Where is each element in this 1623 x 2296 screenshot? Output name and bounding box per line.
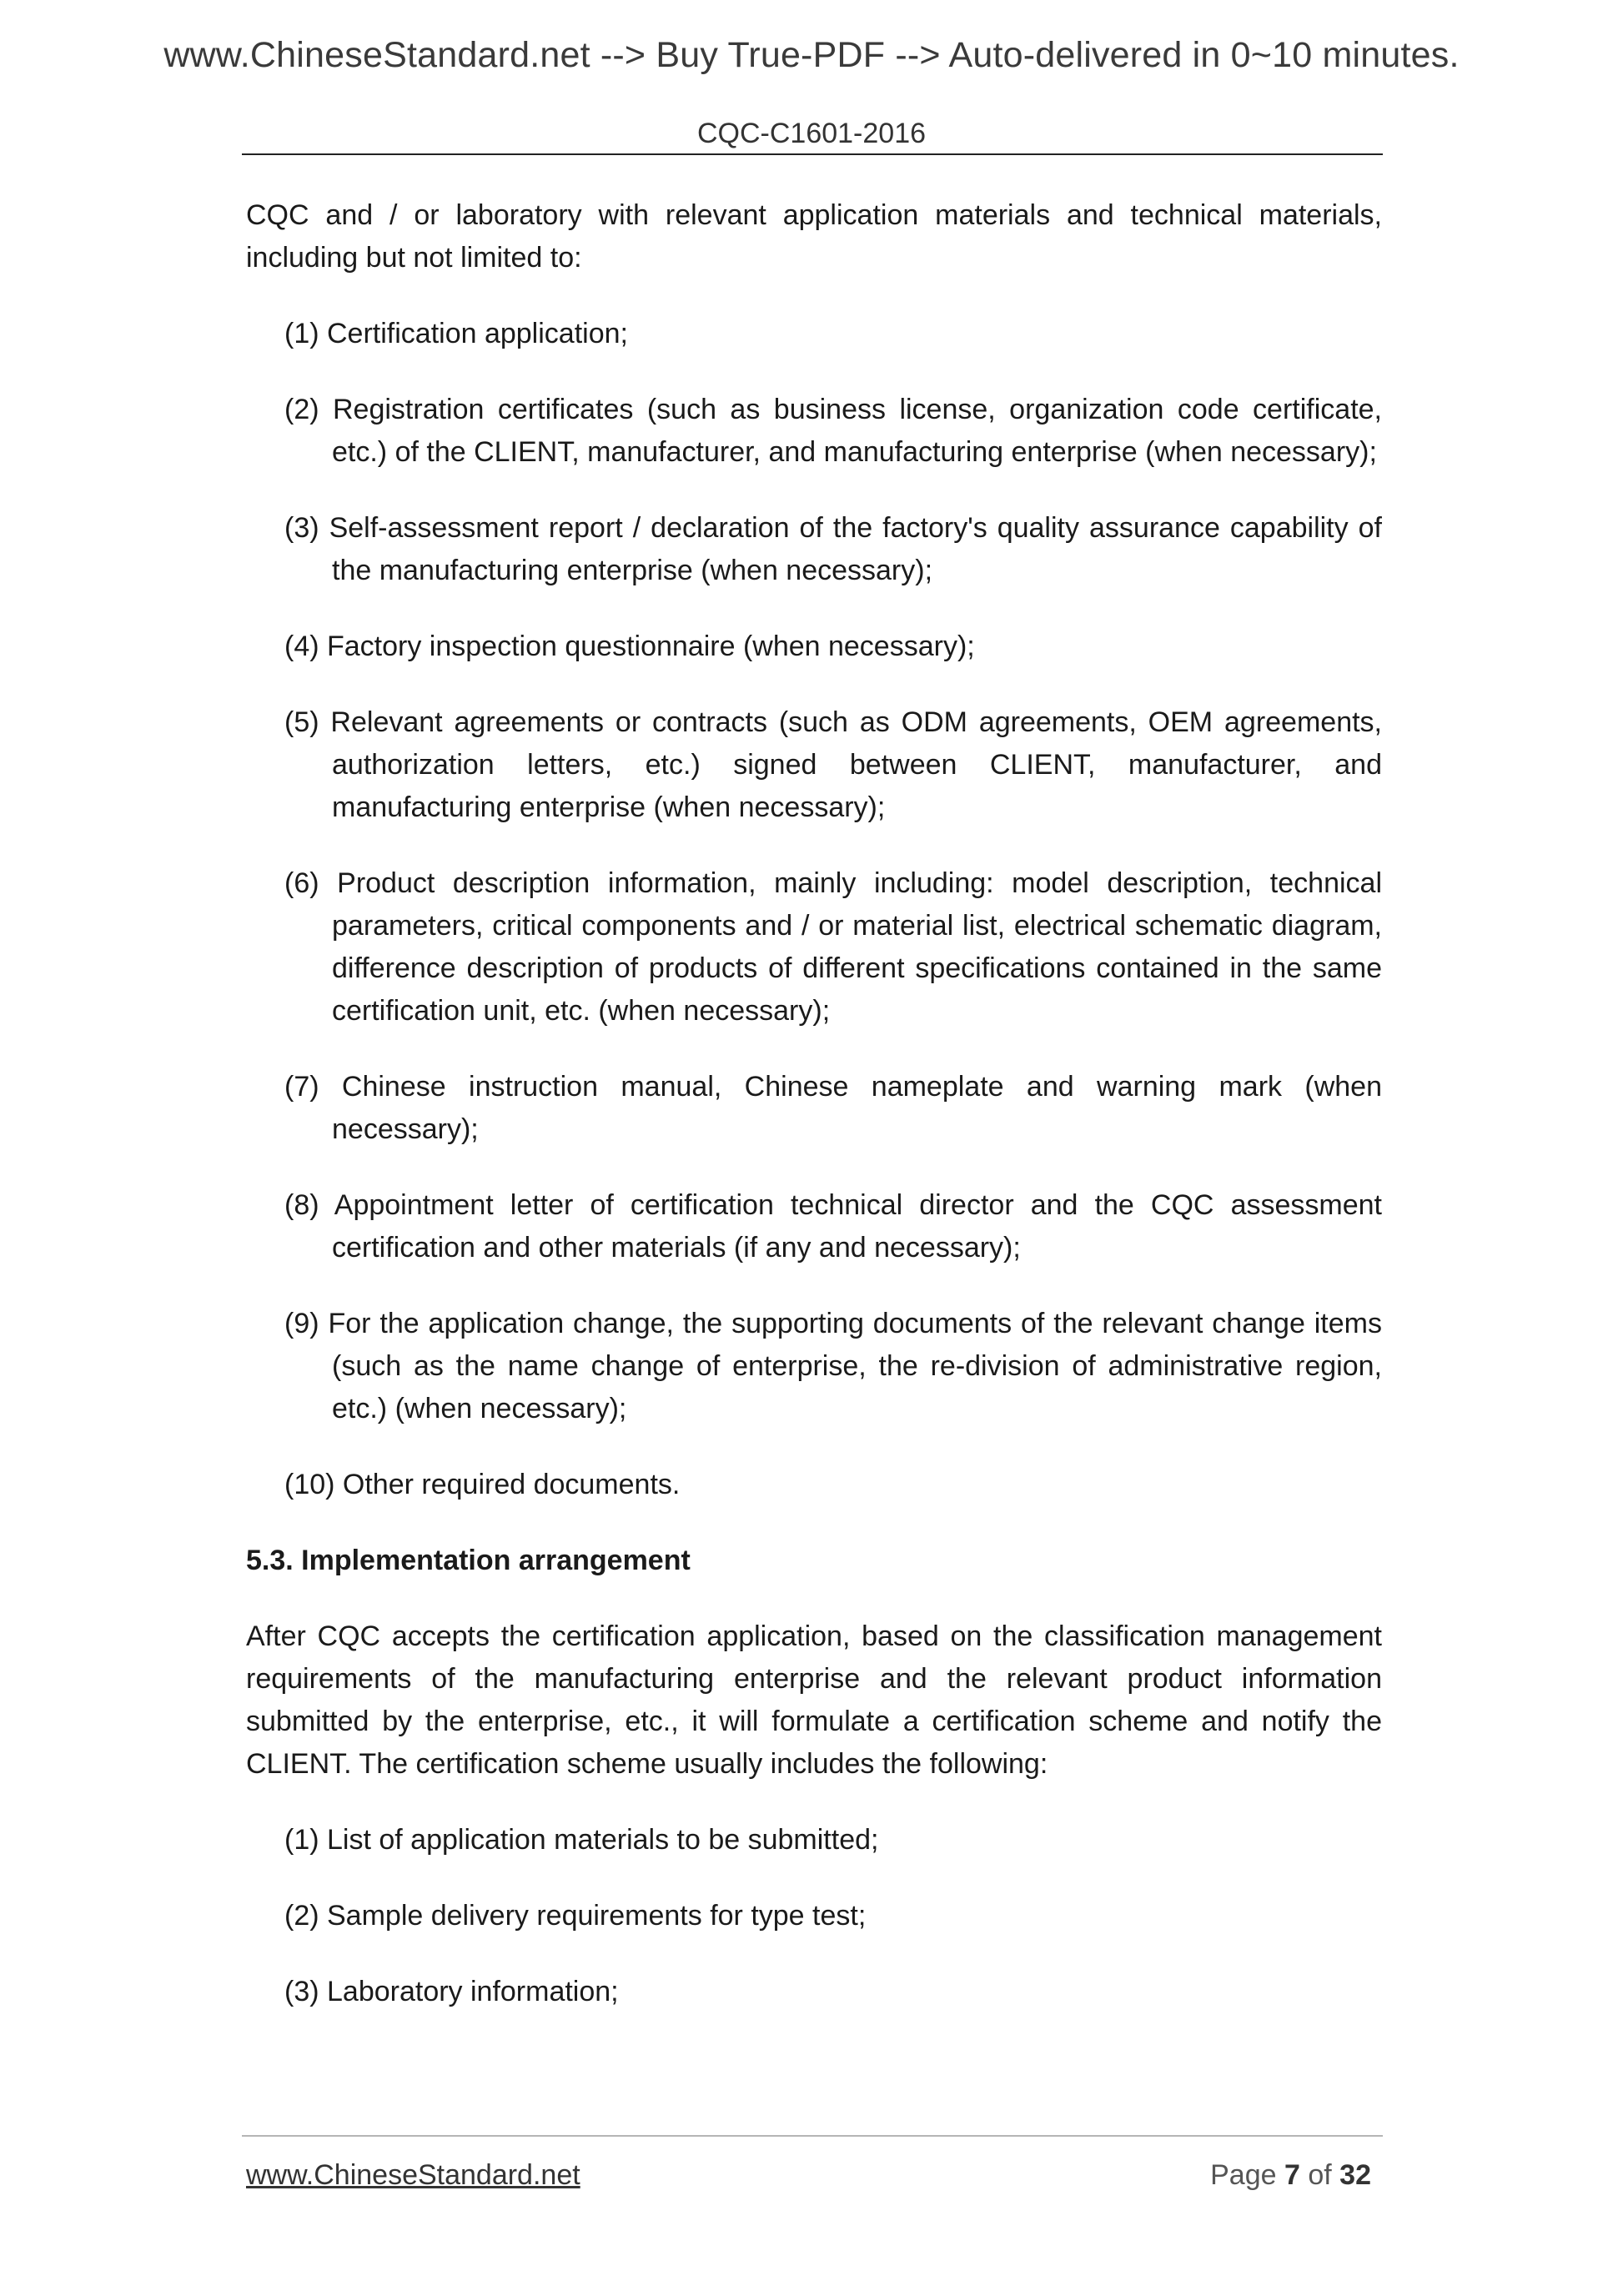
document-code: CQC-C1601-2016: [696, 118, 927, 149]
list-item: (8) Appointment letter of certification technical director and the CQC assessment certification and other materials (if any and necessary);: [284, 1189, 1382, 1264]
list-item: (2) Registration certificates (such as business license, organization code certificate, etc.) of the CLIENT, manufacturer, and manufacturing enterprise (when necessary);: [284, 394, 1382, 468]
list-item: (6) Product description information, mainly including: model description, technical parameters, critical components and / or material list, electrical schematic diagram, difference description of products of different specifications contained in the same certification unit, etc. (when necessary);: [284, 867, 1382, 1027]
list-item: (5) Relevant agreements or contracts (such as ODM agreements, OEM agreements, authorization letters, etc.) signed between CLIENT, manufacturer, and manufacturing enterprise (when necessary);: [284, 706, 1382, 823]
list-item: (2) Sample delivery requirements for type test;: [284, 1900, 867, 1932]
header-divider: [242, 153, 1383, 155]
footer-site-link[interactable]: www.ChineseStandard.net: [246, 2159, 580, 2191]
list-item: (3) Self-assessment report / declaration of the factory's quality assurance capability of the manufacturing enterprise (when necessary);: [284, 512, 1382, 586]
page-label: Page: [1210, 2159, 1277, 2191]
page-content: [246, 194, 1382, 2047]
page-of-label: of: [1308, 2159, 1332, 2191]
list-item: (3) Laboratory information;: [284, 1976, 619, 2007]
site-banner: www.ChineseStandard.net --> Buy True-PDF --> Auto-delivered in 0~10 minutes.: [163, 35, 1460, 75]
section-heading: 5.3. Implementation arrangement: [246, 1545, 691, 1576]
list-item: (10) Other required documents.: [284, 1469, 681, 1500]
list-item: (7) Chinese instruction manual, Chinese nameplate and warning mark (when necessary);: [284, 1071, 1382, 1145]
list-item: (9) For the application change, the supporting documents of the relevant change items (such as the name change of enterprise, the re-division of administrative region, etc.) (when necessary);: [284, 1308, 1382, 1424]
intro-paragraph: CQC and / or laboratory with relevant application materials and technical materials, including but not limited to:: [246, 199, 1382, 274]
page-number: 7: [1284, 2159, 1300, 2191]
list-item: (1) List of application materials to be submitted;: [284, 1824, 879, 1856]
section-paragraph: After CQC accepts the certification application, based on the classification management requirements of the manufacturing enterprise and the relevant product information submitted by the enterprise, etc., it will formulate a certification scheme and notify the CLIENT. The certification scheme usually includes the following:: [246, 1620, 1382, 1780]
page-indicator: [1210, 2159, 1371, 2192]
list-item: (4) Factory inspection questionnaire (when necessary);: [284, 631, 975, 662]
list-item: (1) Certification application;: [284, 318, 628, 349]
page-total: 32: [1339, 2159, 1371, 2191]
footer-divider: [242, 2135, 1383, 2137]
